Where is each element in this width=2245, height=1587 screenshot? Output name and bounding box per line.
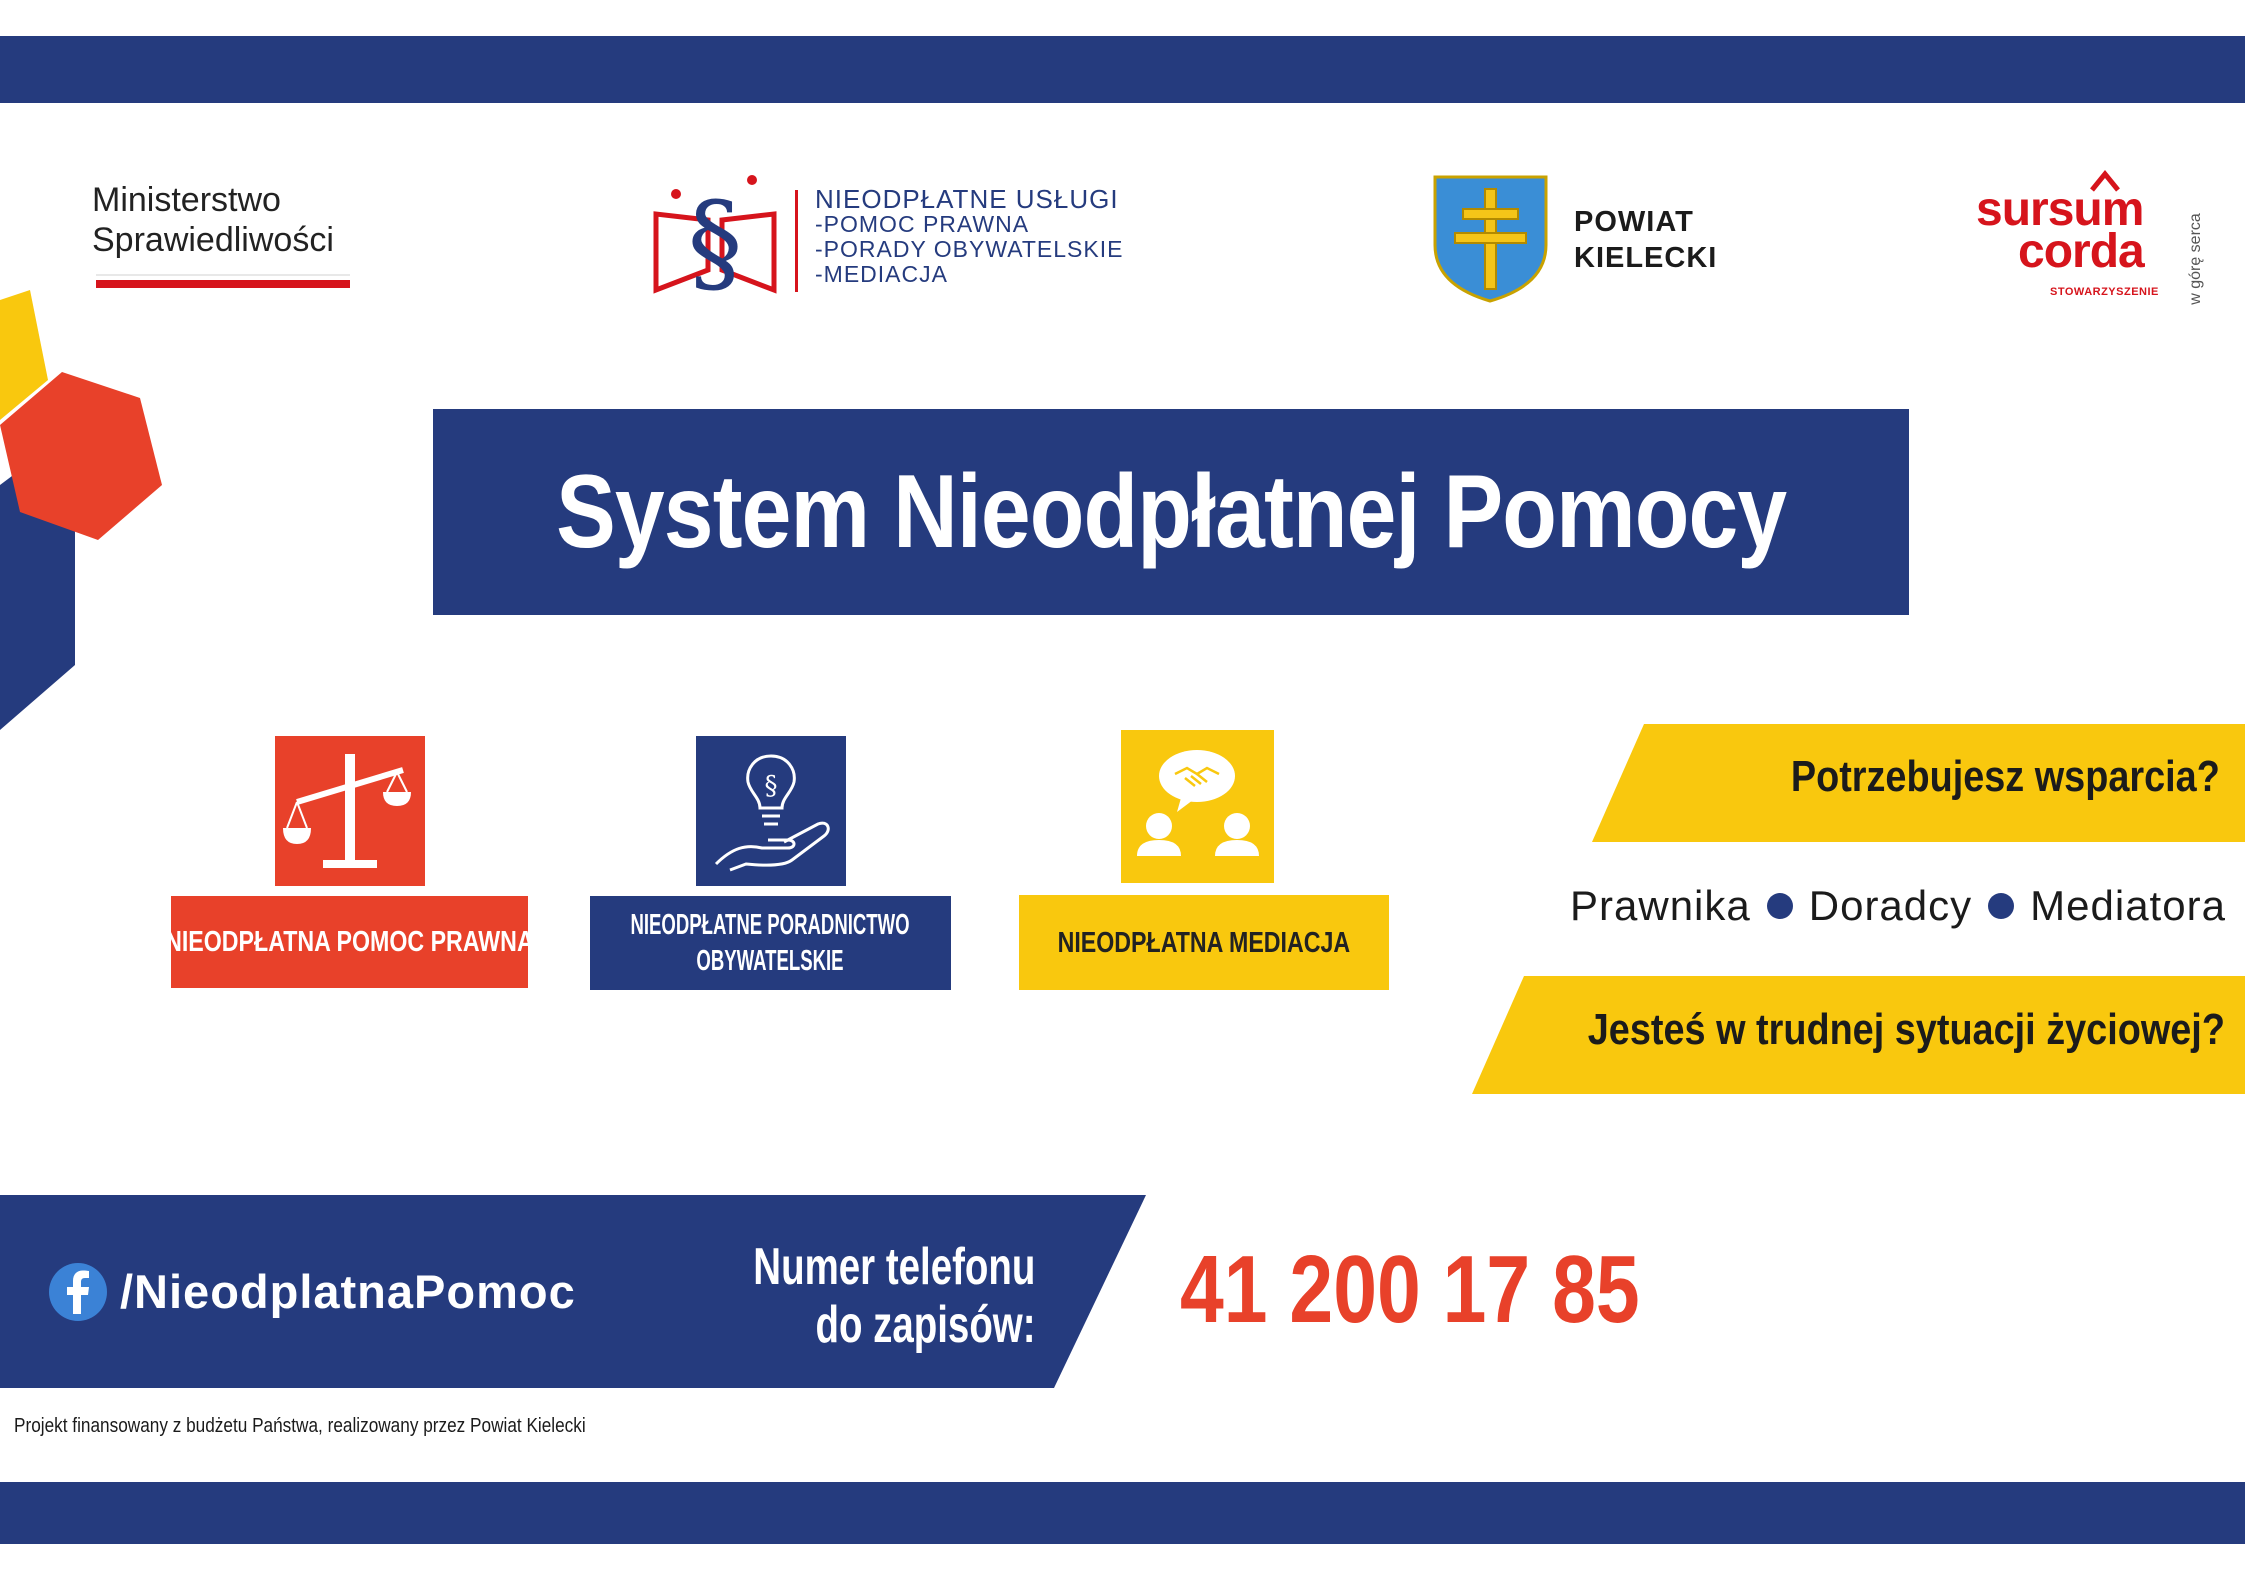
powiat-shield-icon <box>1433 175 1548 303</box>
service-civic-label: NIEODPŁATNE PORADNICTWO OBYWATELSKIE <box>590 896 951 990</box>
ministry-logo <box>92 180 392 260</box>
role-item: Mediatora <box>2030 882 2226 929</box>
service-mediation-label: NIEODPŁATNA MEDIACJA <box>1019 895 1389 990</box>
handshake-people-icon <box>1121 730 1274 883</box>
bullet-dot <box>1988 893 2014 919</box>
bottom-bar <box>0 1482 2245 1544</box>
roles-list <box>1570 882 2226 930</box>
difficult-situation-question: Jesteś w trudnej sytuacji życiowej? <box>1587 1005 2225 1054</box>
ministry-divider <box>96 274 350 276</box>
ministry-red-line <box>96 280 350 288</box>
nieodplatne-item: -PORADY OBYWATELSKIE <box>815 236 1124 262</box>
nieodplatne-separator <box>795 190 798 292</box>
decorative-hexagons <box>0 290 170 740</box>
sursum-tagline: w górę serca <box>2186 213 2204 305</box>
sursum-line1: sursum <box>1976 183 2144 236</box>
top-bar <box>0 36 2245 103</box>
scales-icon <box>275 736 425 886</box>
paragraph-book-icon <box>650 172 780 300</box>
service-legal-tile <box>275 736 425 886</box>
page-title: System Nieodpłatnej Pomocy <box>555 453 1787 570</box>
svg-text:§: § <box>764 771 778 801</box>
funding-footnote: Projekt finansowany z budżetu Państwa, realizowany przez Powiat Kielecki <box>14 1415 586 1437</box>
powiat-line1: POWIAT <box>1574 206 1694 238</box>
nieodplatne-item: -MEDIACJA <box>815 261 948 287</box>
powiat-logo-text <box>1574 204 1717 276</box>
nieodplatne-title: NIEODPŁATNE USŁUGI <box>815 184 1119 214</box>
role-item: Doradcy <box>1808 882 1973 929</box>
support-question: Potrzebujesz wsparcia? <box>1791 752 2220 801</box>
powiat-line2: KIELECKI <box>1574 242 1718 274</box>
svg-text:§: § <box>687 178 743 300</box>
facebook-icon[interactable] <box>48 1262 108 1322</box>
phone-label: Numer telefonu do zapisów: <box>752 1238 1035 1354</box>
service-mediation-tile <box>1121 730 1274 883</box>
nieodplatne-item: -POMOC PRAWNA <box>815 211 1030 237</box>
ministry-line2: Sprawiedliwości <box>92 221 334 259</box>
phone-number[interactable]: 41 200 17 85 <box>1180 1236 1640 1343</box>
nieodplatne-logo-text <box>815 184 1124 287</box>
service-civic-tile <box>696 736 846 886</box>
sursum-line2: corda <box>2018 225 2144 278</box>
service-legal-label: NIEODPŁATNA POMOC PRAWNA <box>171 896 528 988</box>
bullet-dot <box>1767 893 1793 919</box>
ministry-line1: Ministerstwo <box>92 181 281 219</box>
role-item: Prawnika <box>1570 882 1751 929</box>
lightbulb-hand-icon <box>696 736 846 886</box>
facebook-link[interactable]: /NieodplatnaPomoc <box>120 1265 576 1318</box>
sursum-subtitle: STOWARZYSZENIE <box>2050 286 2159 298</box>
title-banner <box>433 409 1909 615</box>
